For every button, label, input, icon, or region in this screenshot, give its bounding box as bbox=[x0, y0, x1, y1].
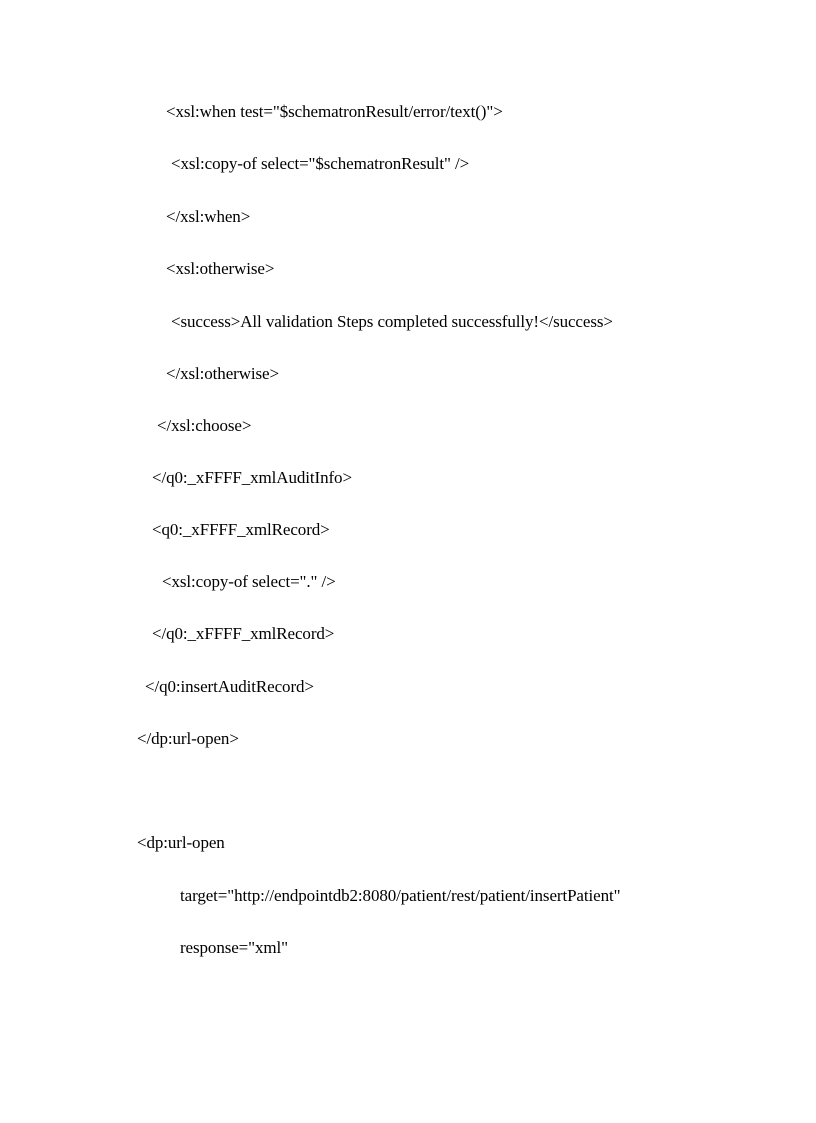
code-line-otherwise: <xsl:otherwise> bbox=[166, 259, 275, 278]
code-line-otherwise-close: </xsl:otherwise> bbox=[166, 364, 279, 383]
code-line-when-close: </xsl:when> bbox=[166, 207, 251, 226]
code-line-response: response="xml" bbox=[180, 938, 288, 957]
code-line-insert-audit-close: </q0:insertAuditRecord> bbox=[145, 677, 314, 696]
code-line-success: <success>All validation Steps completed successfully!</success> bbox=[171, 312, 613, 331]
code-line-choose-close: </xsl:choose> bbox=[157, 416, 252, 435]
code-line-copy-of-result: <xsl:copy-of select="$schematronResult" /> bbox=[171, 154, 470, 173]
code-line-when: <xsl:when test="$schematronResult/error/text()"> bbox=[166, 102, 503, 121]
code-line-copy-of-dot: <xsl:copy-of select="." /> bbox=[162, 572, 336, 591]
code-line-xml-record-close: </q0:_xFFFF_xmlRecord> bbox=[152, 624, 335, 643]
code-line-xml-record: <q0:_xFFFF_xmlRecord> bbox=[152, 520, 330, 539]
code-line-target: target="http://endpointdb2:8080/patient/rest/patient/insertPatient" bbox=[180, 886, 621, 905]
code-line-url-open: <dp:url-open bbox=[137, 833, 225, 852]
code-line-url-open-close: </dp:url-open> bbox=[137, 729, 239, 748]
code-line-audit-info-close: </q0:_xFFFF_xmlAuditInfo> bbox=[152, 468, 352, 487]
